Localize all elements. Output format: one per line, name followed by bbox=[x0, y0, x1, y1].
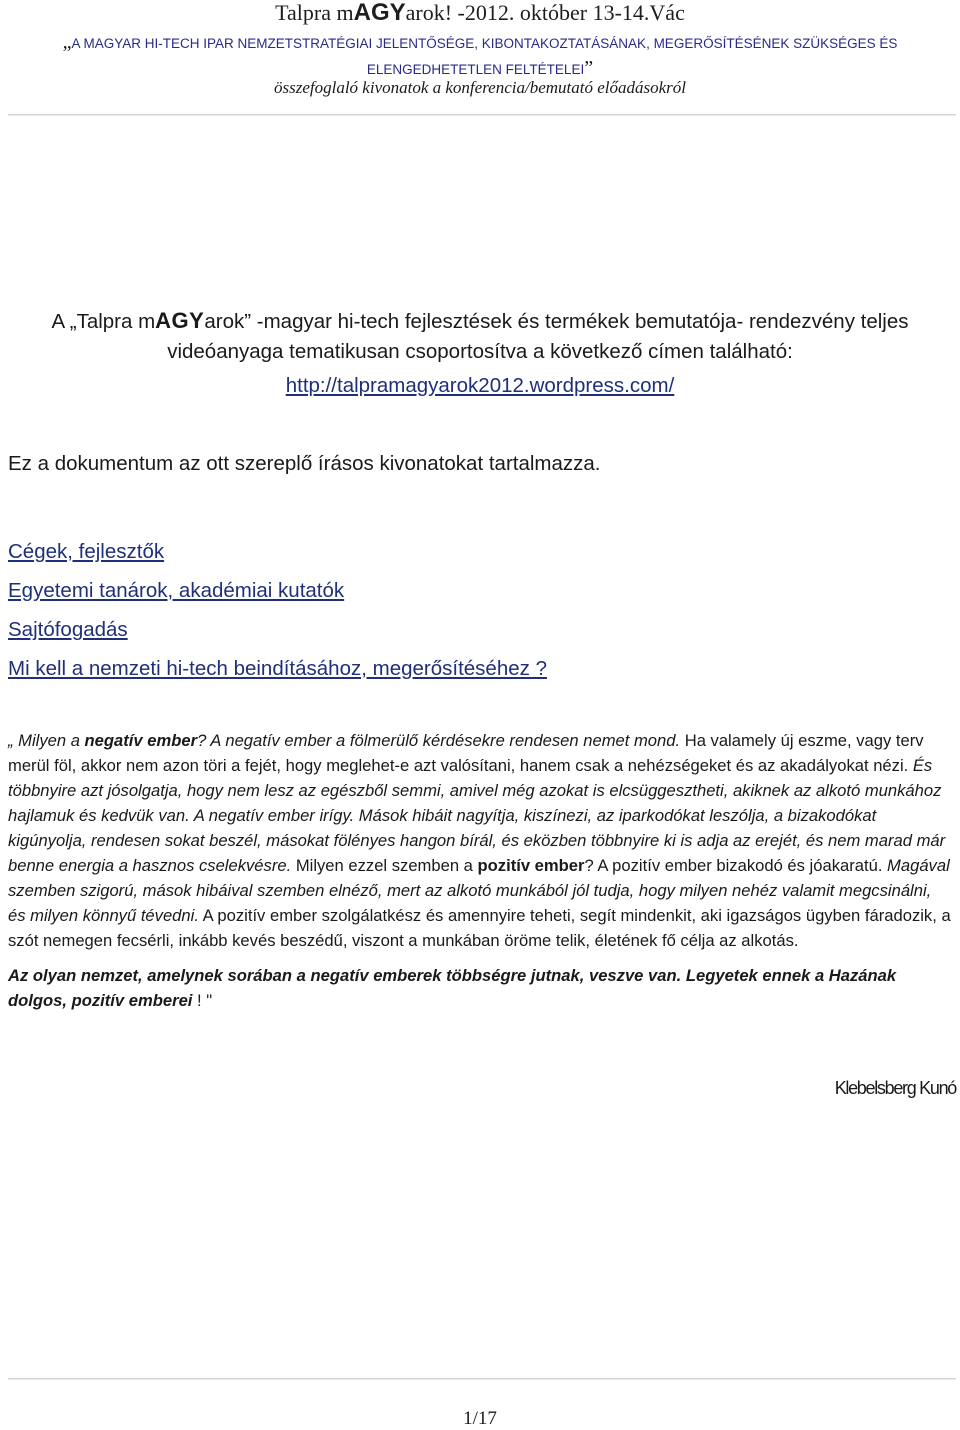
klebelsberg-quote bbox=[8, 728, 952, 1013]
section-links bbox=[8, 532, 547, 688]
link-companies[interactable]: Cégek, fejlesztők bbox=[8, 540, 165, 563]
intro-paragraph: A „Talpra mAGYarok” -magyar hi-tech fejlesztések és termékek bemutatója- rendezvény teljes videóanyaga tematikusan csoportosítva a következő címen található: bbox=[51, 308, 909, 363]
link-academics[interactable]: Egyetemi tanárok, akadémiai kutatók bbox=[8, 579, 345, 602]
header-title: Talpra mAGYarok! -2012. október 13-14.Vác bbox=[275, 0, 685, 26]
video-link[interactable]: http://talpramagyarok2012.wordpress.com/ bbox=[285, 374, 675, 397]
header-divider bbox=[8, 114, 956, 115]
quote-body: „ Milyen a negatív ember? A negatív ember a fölmerülő kérdésekre rendesen nemet mond. Ha valamely új eszme, vagy terv merül föl, akkor nem azon töri a fejét, hogy meglehet-e azt valósítani, hanem csak a nehézségeket és az akadályokat nézi. És többnyire azt jósolgatja, hogy nem lesz az egészből semmi, amivel még azokat is elcsüggesztheti, akiknek az alkotó munkához hajlamuk és kedvük van. A negatív ember irígy. Mások hibáit nagyítja, kiszínezi, az iparkodókat leszólja, a bizakodókat kigúnyolja, rendesen sokat beszél, másokat fölényes hangon bírál, és eközben többnyire ki is adja az erejét, és nem marad már benne energia a hasznos cselekvésre. Milyen ezzel szemben a pozitív ember? A pozitív ember bizakodó és jóakaratú. Magával szemben szigorú, mások hibáival szemben elnéző, mert az alkotó munkából jól tudja, hogy milyen nehéz valamit megcsinálni, és milyen könnyű tévedni. A pozitív ember szolgálatkész és amennyire teheti, segít mindenkit, aki igazságos ügyben fáradozik, a szót nemegen fecsérli, inkább kevés beszédű, viszont a munkában öröme telik, életének fő célja az alkotás. bbox=[8, 731, 951, 950]
header-italic-line: összefoglaló kivonatok a konferencia/bemutató előadásokról bbox=[273, 78, 687, 97]
footer-divider bbox=[8, 1378, 956, 1379]
quote-author: Klebelsberg Kunó bbox=[834, 1078, 956, 1098]
page-number: 1/17 bbox=[463, 1408, 497, 1429]
header-subtitle: „A MAGYAR HI-TECH IPAR NEMZETSTRATÉGIAI JELENTŐSÉGE, KIBONTAKOZTATÁSÁNAK, MEGERŐSÍTÉSÉNEK SZÜKSÉGES ÉS ELENGEDHETETLEN FELTÉTELEI” bbox=[62, 31, 898, 79]
link-press[interactable]: Sajtófogadás bbox=[8, 618, 128, 641]
link-national-hitech[interactable]: Mi kell a nemzeti hi-tech beindításához, megerősítéséhez ? bbox=[8, 657, 547, 680]
document-note: Ez a dokumentum az ott szereplő írásos kivonatokat tartalmazza. bbox=[8, 452, 601, 475]
quote-conclusion: Az olyan nemzet, amelynek sorában a negatív emberek többségre jutnak, veszve van. Legyetek ennek a Hazának dolgos, pozitív emberei ! " bbox=[8, 966, 897, 1010]
